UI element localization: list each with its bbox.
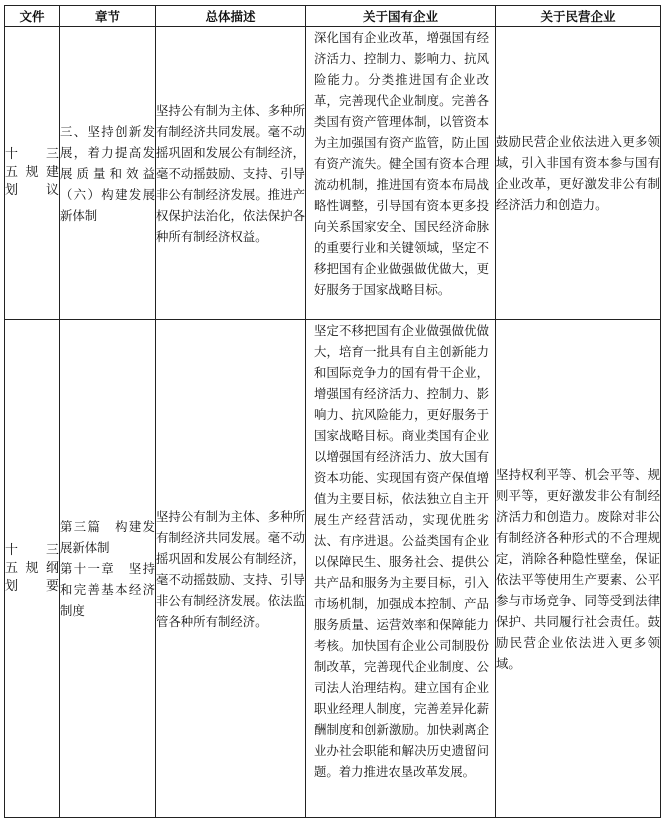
- soe-cell: [306, 27, 496, 320]
- chapter-text-part: 第三篇 构建发展新体制: [60, 519, 155, 555]
- overall-text: 坚持公有制为主体、多种所有制经济共同发展。毫不动摇巩固和发展公有制经济，毫不动摇鼓励、支持、引导非公有制经济发展。推进产权保护法治化，依法保护各种所有制经济权益。: [156, 102, 305, 244]
- overall-cell: [156, 27, 306, 320]
- soe-text: 深化国有企业改革，增强国有经济活力、控制力、影响力、抗风险能力。分类推进国有企业改革，完善现代企业制度。完善各类国有资产管理体制，以管资本为主加强国有资产监管，防止国有资产流失。健全国有资本合理流动机制，推进国有资本布局战略性调整，引导国有资本更多投向关系国家安全、国民经济命脉的重要行业和关键领域，坚定不移把国有企业做强做优做大，更好服务于国家战略目标。: [314, 30, 489, 297]
- doc-cell: [5, 27, 60, 320]
- header-chapter: 章节: [60, 6, 156, 27]
- private-text: 坚持权利平等、机会平等、规则平等，更好激发非公有制经济活力和创造力。废除对非公有制经济各种形式的不合理规定，消除各种隐性壁垒，保证依法平等使用生产要素、公平参与市场竞争、同等受到法律保护、共同履行社会责任。鼓励民营企业依法进入更多领域。: [496, 466, 660, 671]
- policy-comparison-table: [4, 5, 661, 818]
- doc-line: 划 要: [5, 578, 59, 594]
- chapter-text-chapter: 第十一章 坚持和完善基本经济制度: [60, 561, 155, 618]
- overall-text: 坚持公有制为主体、多种所有制经济共同发展。毫不动摇巩固和发展公有制经济，毫不动摇鼓励、支持、引导非公有制经济发展。依法监管各种所有制经济。: [156, 508, 305, 629]
- private-cell: [496, 320, 661, 818]
- chapter-cell: [60, 27, 156, 320]
- private-text: 鼓励民营企业依法进入更多领域，引入非国有资本参与国有企业改革，更好激发非公有制经济活力和创造力。: [496, 134, 660, 212]
- header-overall: 总体描述: [156, 6, 306, 27]
- overall-cell: [156, 320, 306, 818]
- header-soe: 关于国有企业: [306, 6, 496, 27]
- header-doc: 文件: [5, 6, 60, 27]
- doc-line: 五 规 纲: [5, 560, 59, 576]
- private-cell: [496, 27, 661, 320]
- doc-line: 十 三: [5, 147, 59, 162]
- chapter-cell: [60, 320, 156, 818]
- doc-line: 划 议: [5, 183, 59, 198]
- header-row: [5, 6, 661, 27]
- table-row: [5, 27, 661, 320]
- table-row: [5, 320, 661, 818]
- doc-cell: [5, 320, 60, 818]
- soe-cell: [306, 320, 496, 818]
- doc-line: 十 三: [5, 542, 59, 558]
- doc-line: 五 规 建: [5, 165, 59, 180]
- soe-text: 坚定不移把国有企业做强做优做大，培育一批具有自主创新能力和国际竞争力的国有骨干企业，增强国有经济活力、控制力、影响力、抗风险能力，更好服务于国家战略目标。商业类国有企业以增强国有经济活力、放大国有资本功能、实现国有资产保值增值为主要目标，依法独立自主开展生产经营活动，实现优胜劣汰、有序进退。公益类国有企业以保障民生、服务社会、提供公共产品和服务为主要目标，引入市场机制，加强成本控制、产品服务质量、运营效率和保障能力考核。加快国有企业公司制股份制改革，完善现代企业制度、公司法人治理结构。建立国有企业职业经理人制度，完善差异化薪酬制度和创新激励。加快剥离企业办社会职能和解决历史遗留问题。着力推进农垦改革发展。: [314, 323, 489, 779]
- header-private: 关于民营企业: [496, 6, 661, 27]
- chapter-text: 三、坚持创新发展，着力提高发展质量和效益（六）构建发展新体制: [60, 123, 155, 223]
